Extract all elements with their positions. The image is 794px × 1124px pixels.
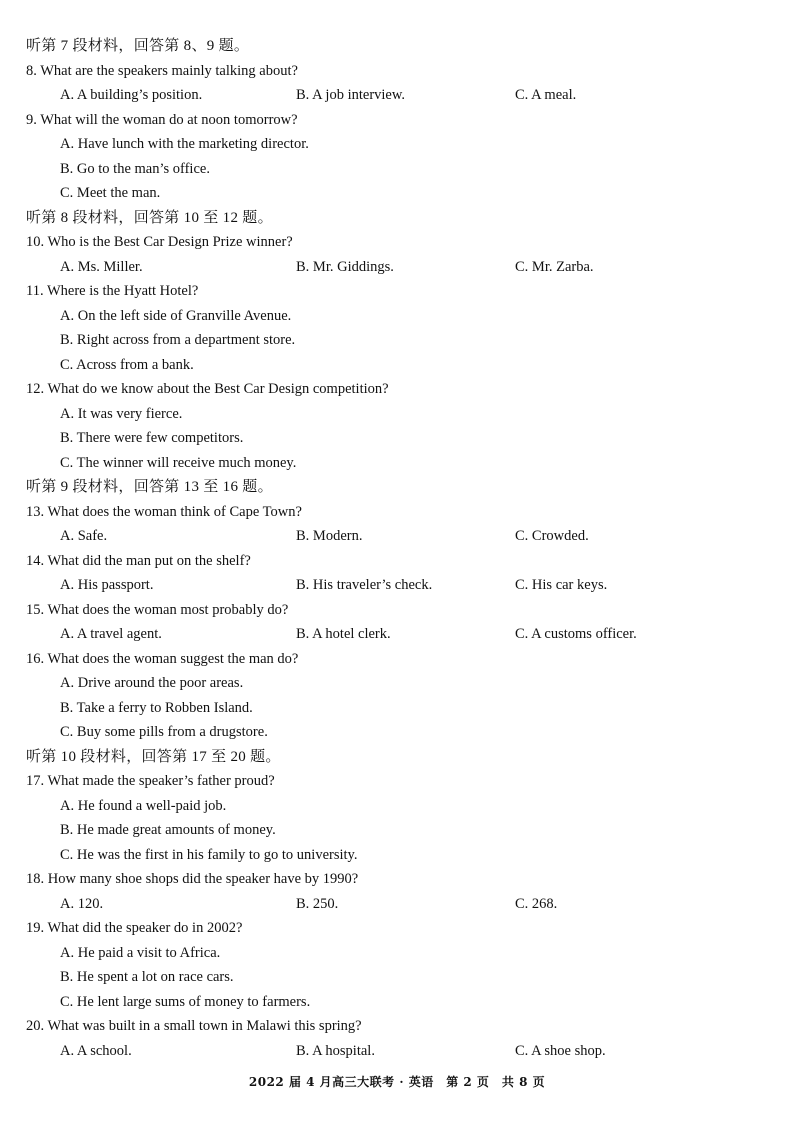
- question-stem: 13. What does the woman think of Cape Town?: [26, 503, 302, 520]
- options-row: [24, 83, 764, 108]
- question-stem: 8. What are the speakers mainly talking about?: [26, 62, 298, 79]
- question-stem: 10. Who is the Best Car Design Prize winner?: [26, 234, 293, 250]
- answer-option: C. Mr. Zarba.: [515, 258, 594, 275]
- answer-option: B. Mr. Giddings.: [296, 258, 394, 275]
- answer-option: A. Safe.: [60, 528, 108, 544]
- answer-option: B. There were few competitors.: [60, 430, 244, 446]
- question-stem: 20. What was built in a small town in Malawi this spring?: [26, 1018, 362, 1034]
- answer-option: B. A job interview.: [296, 87, 406, 103]
- answer-option: C. Across from a bank.: [60, 356, 194, 373]
- answer-option: B. Take a ferry to Robben Island.: [60, 699, 253, 716]
- answer-option: A. He found a well-paid job.: [60, 797, 227, 814]
- answer-option: A. Have lunch with the marketing director.: [60, 136, 309, 152]
- question-stem: 17. What made the speaker’s father proud?: [26, 773, 275, 789]
- section-heading: 听第 8 段材料，回答第 10 至 12 题。: [26, 209, 273, 226]
- answer-option: A. 120.: [60, 895, 104, 912]
- answer-option: A. A school.: [60, 1042, 132, 1059]
- answer-option: A. On the left side of Granville Avenue.: [60, 307, 292, 324]
- options-row: [24, 1039, 764, 1064]
- options-row: [24, 892, 764, 917]
- question-stem: 9. What will the woman do at noon tomorrow?: [26, 111, 298, 128]
- section-heading: 听第 7 段材料，回答第 8、9 题。: [26, 38, 250, 54]
- answer-option: C. He was the first in his family to go to university.: [60, 846, 358, 863]
- answer-option: A. Drive around the poor areas.: [60, 675, 244, 691]
- answer-option: C. His car keys.: [515, 577, 608, 593]
- answer-option: B. A hospital.: [296, 1042, 375, 1059]
- answer-option: C. 268.: [515, 895, 558, 912]
- question-stem: 12. What do we know about the Best Car Design competition?: [26, 381, 389, 397]
- answer-option: A. Ms. Miller.: [60, 258, 143, 275]
- answer-option: A. A building’s position.: [60, 87, 203, 103]
- answer-option: C. A shoe shop.: [515, 1042, 606, 1059]
- answer-option: C. The winner will receive much money.: [60, 454, 297, 471]
- answer-option: C. He lent large sums of money to farmers.: [60, 993, 311, 1010]
- section-heading: 听第 10 段材料，回答第 17 至 20 题。: [26, 748, 281, 765]
- answer-option: B. Right across from a department store.: [60, 332, 296, 348]
- answer-option: C. A customs officer.: [515, 626, 637, 642]
- answer-option: A. It was very fierce.: [60, 405, 183, 422]
- answer-option: B. Go to the man’s office.: [60, 160, 210, 177]
- question-stem: 18. How many shoe shops did the speaker have by 1990?: [26, 871, 359, 887]
- answer-option: A. He paid a visit to Africa.: [60, 944, 221, 961]
- options-row: [24, 622, 764, 647]
- options-row: [24, 573, 764, 598]
- answer-option: B. Modern.: [296, 528, 363, 544]
- answer-option: B. He made great amounts of money.: [60, 822, 276, 838]
- question-stem: 14. What did the man put on the shelf?: [26, 552, 251, 569]
- question-list: [24, 34, 764, 1063]
- answer-option: B. He spent a lot on race cars.: [60, 969, 234, 985]
- options-row: [24, 524, 764, 549]
- answer-option: B. A hotel clerk.: [296, 626, 391, 642]
- question-stem: 11. Where is the Hyatt Hotel?: [26, 283, 199, 299]
- answer-option: C. Buy some pills from a drugstore.: [60, 724, 268, 740]
- answer-option: B. 250.: [296, 895, 339, 912]
- question-stem: 15. What does the woman most probably do?: [26, 601, 289, 618]
- answer-option: C. A meal.: [515, 87, 577, 103]
- section-heading: 听第 9 段材料，回答第 13 至 16 题。: [26, 479, 273, 495]
- answer-option: A. His passport.: [60, 577, 154, 593]
- options-row: [24, 255, 764, 280]
- question-stem: 16. What does the woman suggest the man do?: [26, 650, 299, 667]
- question-stem: 19. What did the speaker do in 2002?: [26, 920, 243, 936]
- page-footer: 2022 届 4 月高三大联考 · 英语 第 2 页 共 8 页: [248, 1075, 546, 1089]
- answer-option: A. A travel agent.: [60, 626, 162, 642]
- answer-option: C. Crowded.: [515, 528, 589, 544]
- answer-option: C. Meet the man.: [60, 185, 161, 201]
- answer-option: B. His traveler’s check.: [296, 577, 433, 593]
